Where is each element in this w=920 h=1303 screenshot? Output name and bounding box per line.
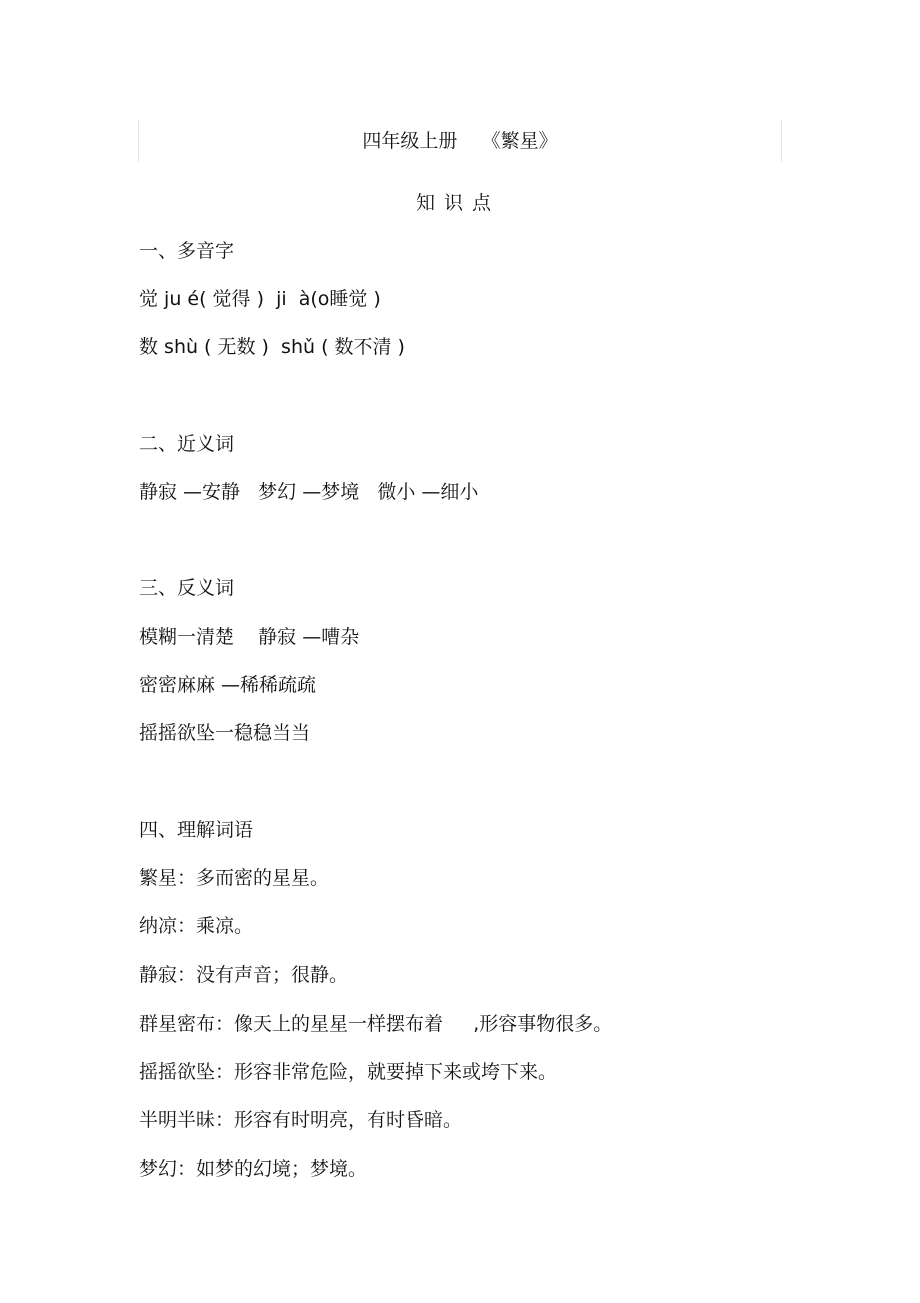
vocabulary-definition: 群星密布：像天上的星星一样摆布着 ,形容事物很多。 [139, 1013, 613, 1035]
synonym-line: 静寂 —安静 梦幻 —梦境 微小 —细小 [139, 481, 479, 503]
vocabulary-definition: 半明半昧：形容有时明亮，有时昏暗。 [139, 1109, 463, 1131]
document-subtitle: 知识点 [415, 192, 500, 214]
vocabulary-definition: 繁星：多而密的星星。 [139, 867, 330, 889]
section-heading-polyphonic: 一、多音字 [139, 240, 235, 262]
antonym-line: 模糊一清楚 静寂 —嘈杂 [139, 626, 360, 648]
vocabulary-definition: 静寂：没有声音；很静。 [139, 964, 349, 986]
vocabulary-definition: 摇摇欲坠：形容非常危险，就要掉下来或垮下来。 [139, 1061, 558, 1083]
section-heading-vocabulary: 四、理解词语 [139, 819, 254, 841]
vocabulary-definition: 纳凉：乘凉。 [139, 915, 254, 937]
section-heading-synonyms: 二、近义词 [139, 433, 235, 455]
polyphonic-line: 觉 ju é( 觉得 ) ji à(o睡觉 ) [139, 288, 381, 310]
antonym-line: 摇摇欲坠一稳稳当当 [139, 722, 311, 744]
section-heading-antonyms: 三、反义词 [139, 577, 235, 599]
polyphonic-line: 数 shù ( 无数 ) shǔ ( 数不清 ) [139, 336, 405, 358]
vocabulary-definition: 梦幻：如梦的幻境；梦境。 [139, 1158, 368, 1180]
antonym-line: 密密麻麻 —稀稀疏疏 [139, 674, 317, 696]
document-title: 四年级上册 《繁星》 [362, 130, 558, 152]
